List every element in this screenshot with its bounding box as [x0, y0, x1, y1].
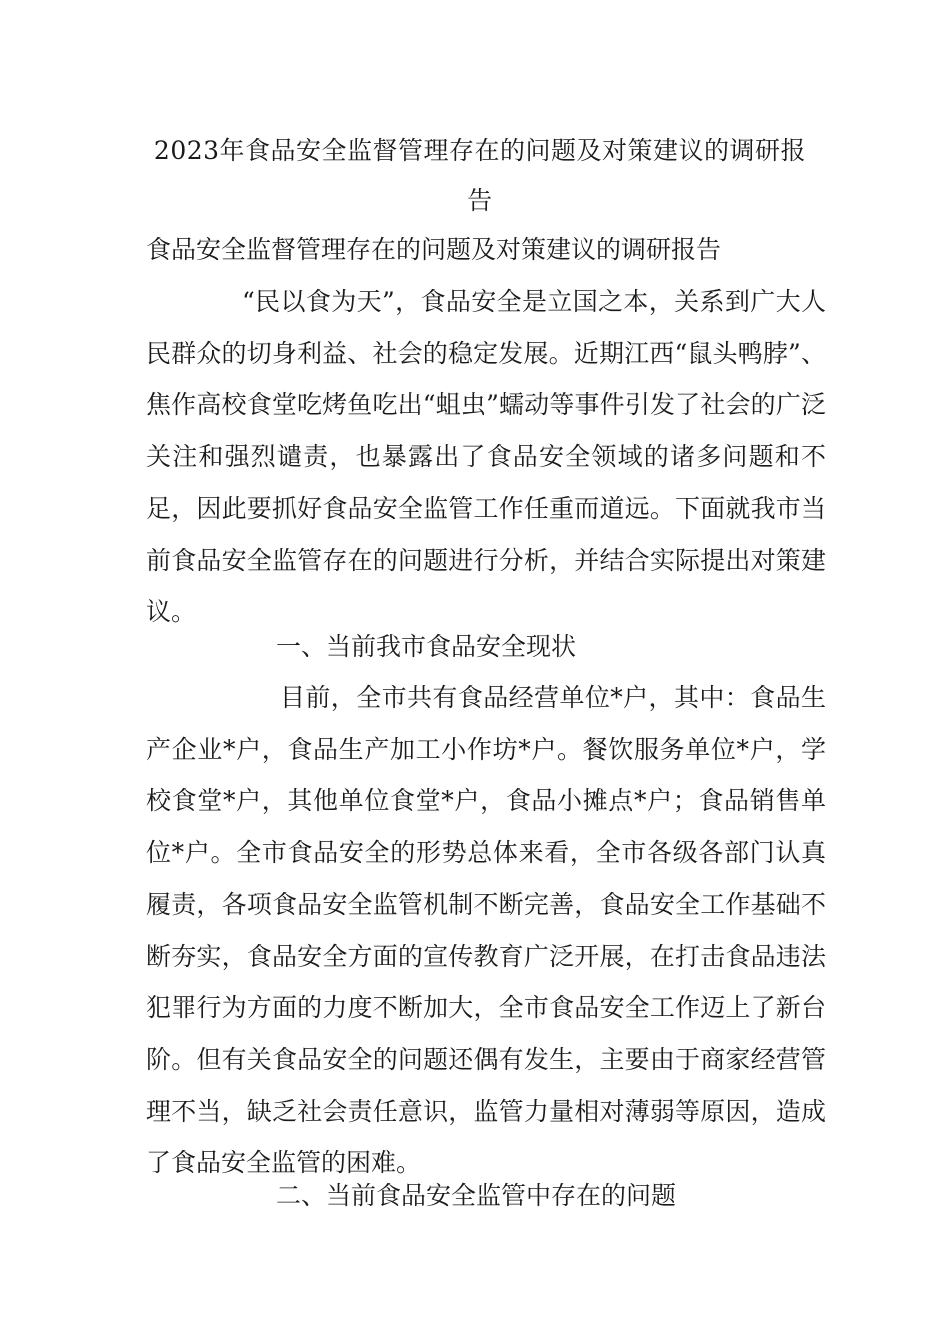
document-title-line-2: 告	[467, 186, 493, 215]
document-subtitle: 食品安全监督管理存在的问题及对策建议的调研报告	[146, 235, 722, 264]
section-heading-1: 一、当前我市食品安全现状	[276, 632, 577, 661]
section-heading-2: 二、当前食品安全监管中存在的问题	[276, 1181, 677, 1210]
document-title-line-1: 2023年食品安全监督管理存在的问题及对策建议的调研报	[153, 136, 807, 165]
intro-paragraph: “民以食为天”，食品安全是立国之本，关系到广大人民群众的切身利益、社会的稳定发展。近期江西“鼠头鸭脖”、焦作高校食堂吃烤鱼吃出“蛆虫”蠕动等事件引发了社会的广泛关注和强烈谴责，也暴露出了食品安全领域的诸多问题和不足，因此要抓好食品安全监管工作任重而道远。下面就我市当前食品安全监管存在的问题进行分析，并结合实际提出对策建议。	[146, 287, 826, 627]
status-paragraph: 目前，全市共有食品经营单位*户，其中：食品生产企业*户，食品生产加工小作坊*户。餐饮服务单位*户，学校食堂*户，其他单位食堂*户，食品小摊点*户；食品销售单位*户。全市食品安全的形势总体来看，全市各级各部门认真履责，各项食品安全监管机制不断完善，食品安全工作基础不断夯实，食品安全方面的宣传教育广泛开展，在打击食品违法犯罪行为方面的力度不断加大，全市食品安全工作迈上了新台阶。但有关食品安全的问题还偶有发生，主要由于商家经营管理不当，缺乏社会责任意识，监管力量相对薄弱等原因，造成了食品安全监管的困难。	[146, 683, 826, 1178]
